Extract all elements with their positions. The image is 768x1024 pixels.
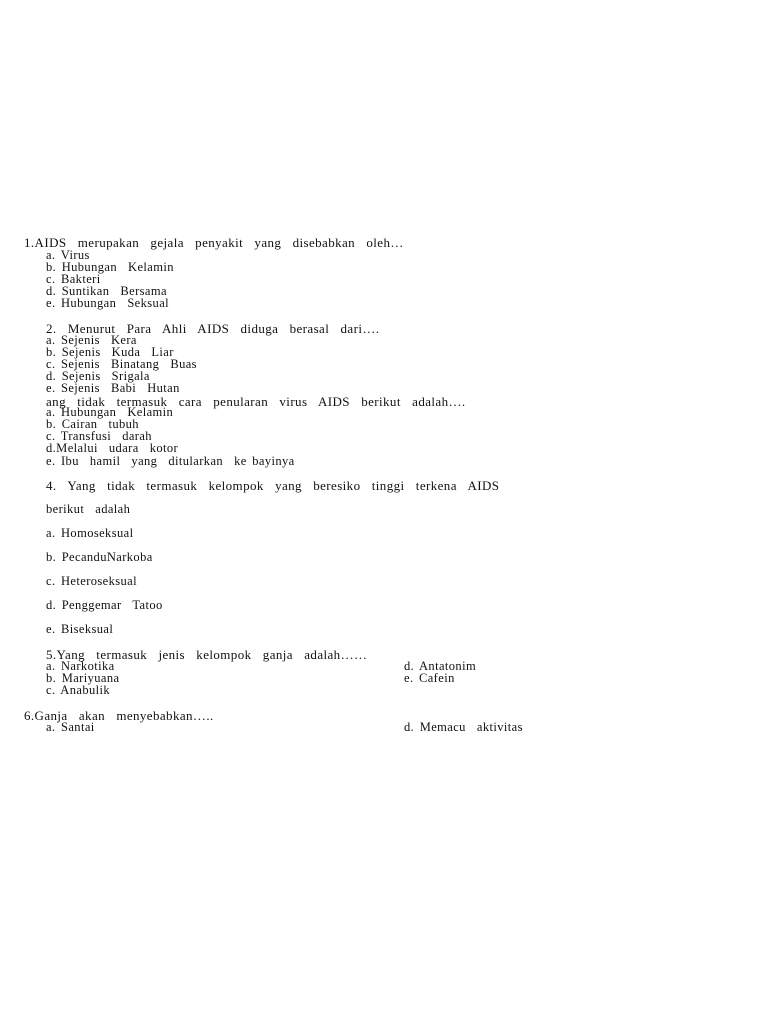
question-3-stem: ang tidak termasuk cara penularan virus AIDS berikut adalah…. xyxy=(46,394,466,409)
question-4-stem-continued: berikut adalah xyxy=(46,502,131,516)
question-6-option-d: d. Memacu aktivitas xyxy=(404,720,523,734)
question-1-option-d: d. Suntikan Bersama xyxy=(46,284,167,298)
question-5-option-d: d. Antatonim xyxy=(404,659,477,673)
question-3-option-a: a. Hubungan Kelamin xyxy=(46,405,174,419)
question-2-option-b: b. Sejenis Kuda Liar xyxy=(46,345,174,359)
question-2-option-e: e. Sejenis Babi Hutan xyxy=(46,381,180,395)
question-5-option-a: a. Narkotika xyxy=(46,659,115,673)
question-6-stem: 6.Ganja akan menyebabkan….. xyxy=(24,708,214,723)
question-2-option-a: a. Sejenis Kera xyxy=(46,333,137,347)
question-1-option-e: e. Hubungan Seksual xyxy=(46,296,170,310)
question-4-option-c: c. Heteroseksual xyxy=(46,574,138,588)
question-1-option-c: c. Bakteri xyxy=(46,272,101,286)
question-2-option-c: c. Sejenis Binatang Buas xyxy=(46,357,197,371)
question-1-option-a: a. Virus xyxy=(46,248,90,262)
question-4-option-d: d. Penggemar Tatoo xyxy=(46,598,163,612)
question-3-option-e: e. Ibu hamil yang ditularkan ke bayinya xyxy=(46,454,295,468)
question-4-stem: 4. Yang tidak termasuk kelompok yang beresiko tinggi terkena AIDS xyxy=(46,478,500,493)
question-5-option-c: c. Anabulik xyxy=(46,683,111,697)
question-1-option-b: b. Hubungan Kelamin xyxy=(46,260,174,274)
question-3-option-d: d.Melalui udara kotor xyxy=(46,441,179,455)
question-1-stem: 1.AIDS merupakan gejala penyakit yang disebabkan oleh… xyxy=(24,235,404,250)
question-2-stem: 2. Menurut Para Ahli AIDS diduga berasal dari…. xyxy=(46,321,380,336)
question-3-option-b: b. Cairan tubuh xyxy=(46,417,139,431)
question-3-option-c: c. Transfusi darah xyxy=(46,429,152,443)
question-5-stem: 5.Yang termasuk jenis kelompok ganja adalah…… xyxy=(46,647,368,662)
question-2-option-d: d. Sejenis Srigala xyxy=(46,369,150,383)
question-4-option-a: a. Homoseksual xyxy=(46,526,134,540)
question-6-option-a: a. Santai xyxy=(46,720,95,734)
question-5-option-b: b. Mariyuana xyxy=(46,671,120,685)
question-4-option-e: e. Biseksual xyxy=(46,622,114,636)
question-5-option-e: e. Cafein xyxy=(404,671,455,685)
question-4-option-b: b. PecanduNarkoba xyxy=(46,550,153,564)
